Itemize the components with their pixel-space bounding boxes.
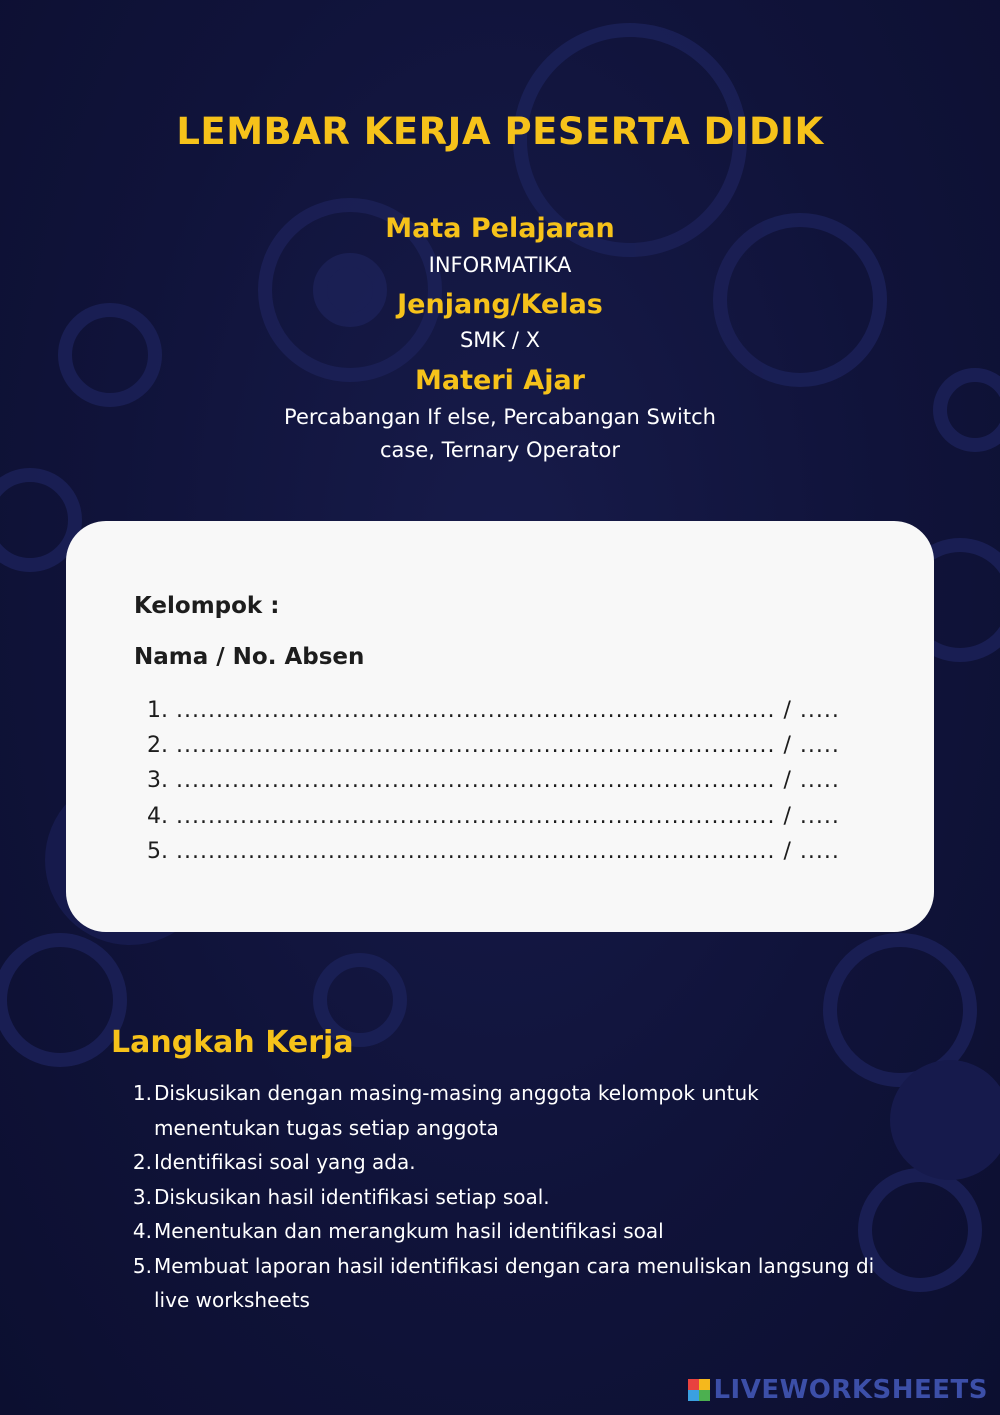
group-label: Kelompok :	[134, 593, 280, 619]
row-number: 5.	[147, 839, 168, 864]
name-entry-blank[interactable]: ........................................................................... / .....	[176, 804, 840, 829]
steps-list	[130, 1076, 890, 1318]
name-entry-blank[interactable]: ........................................................................... / .....	[176, 698, 840, 723]
name-entry-row[interactable]	[134, 804, 854, 840]
subject-heading: Mata Pelajaran	[385, 213, 615, 244]
row-number: 4.	[147, 804, 168, 829]
liveworksheets-logo-text: LIVEWORKSHEETS	[713, 1375, 988, 1405]
step-text: Identifikasi soal yang ada.	[154, 1150, 416, 1174]
step-number: 4.	[132, 1219, 152, 1243]
material-value-line-1: Percabangan If else, Percabangan Switch	[284, 405, 716, 429]
name-entry-blank[interactable]: ........................................................................... / .....	[176, 839, 840, 864]
group-identity-card	[66, 521, 934, 932]
liveworksheets-logo-icon	[688, 1379, 710, 1401]
name-entry-row[interactable]	[134, 839, 854, 875]
step-number: 2.	[132, 1150, 152, 1174]
step-item	[130, 1249, 890, 1318]
grade-heading: Jenjang/Kelas	[397, 289, 603, 320]
name-entry-row[interactable]	[134, 768, 854, 804]
subject-value: INFORMATIKA	[428, 253, 572, 277]
liveworksheets-logo	[688, 1375, 988, 1405]
step-number: 5.	[132, 1253, 152, 1278]
step-number: 1.	[132, 1081, 152, 1105]
step-text: Diskusikan dengan masing-masing anggota kelompok untuk menentukan tugas setiap anggota	[154, 1081, 759, 1140]
step-item	[130, 1180, 890, 1215]
step-number: 3.	[132, 1184, 152, 1209]
step-text: Membuat laporan hasil identifikasi dengan cara menuliskan langsung di live worksheets	[154, 1253, 875, 1312]
material-value-line-2: case, Ternary Operator	[380, 438, 620, 462]
material-heading: Materi Ajar	[415, 365, 585, 396]
step-item	[130, 1145, 890, 1180]
names-label: Nama / No. Absen	[134, 644, 365, 670]
step-text: Menentukan dan merangkum hasil identifikasi soal	[154, 1219, 664, 1243]
step-text: Diskusikan hasil identifikasi setiap soal.	[154, 1184, 550, 1209]
step-item	[130, 1214, 890, 1249]
row-number: 3.	[147, 768, 168, 793]
row-number: 1.	[147, 698, 168, 723]
name-entry-row[interactable]	[134, 698, 854, 734]
name-entry-blank[interactable]: ........................................................................... / .....	[176, 733, 840, 758]
name-entry-row[interactable]	[134, 733, 854, 769]
name-entry-blank[interactable]: ........................................................................... / .....	[176, 768, 840, 793]
worksheet-title: LEMBAR KERJA PESERTA DIDIK	[176, 110, 824, 153]
row-number: 2.	[147, 733, 168, 758]
step-item	[130, 1076, 890, 1145]
steps-title: Langkah Kerja	[111, 1025, 354, 1060]
grade-value: SMK / X	[459, 328, 541, 352]
